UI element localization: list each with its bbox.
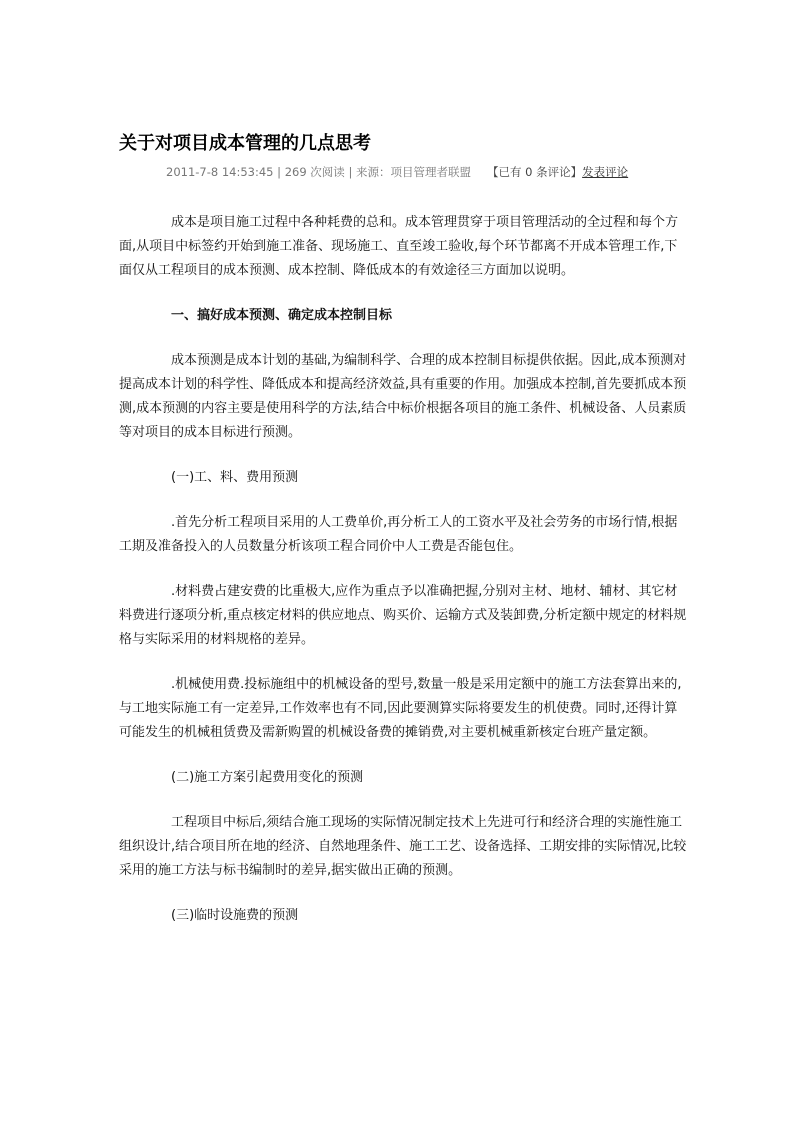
paragraph-intro: 成本是项目施工过程中各种耗费的总和。成本管理贯穿于项目管理活动的全过程和每个方面,从项目中标签约开始到施工准备、现场施工、直至竣工验收,每个环节都离不开成本管理工作,下面仅从工程项目的成本预测、成本控制、降低成本的有效途径三方面加以说明。 (119, 215, 679, 278)
subsection-heading-2: (二)施工方案引起费用变化的预测 (171, 770, 364, 785)
article-source: 来源：项目管理者联盟 (356, 165, 471, 179)
paragraph-construction-plan: 工程项目中标后,须结合施工现场的实际情况制定技术上先进可行和经济合理的实施性施工组织设计,结合项目所在地的经济、自然地理条件、施工工艺、设备选择、工期安排的实际情况,比较采用的施工方法与标书编制时的差异,据实做出正确的预测。 (119, 815, 687, 878)
paragraph-labor-cost: .首先分析工程项目采用的人工费单价,再分析工人的工资水平及社会劳务的市场行情,根据工期及准备投入的人员数量分析该项工程合同价中人工费是否能包住。 (119, 515, 678, 554)
subsection-heading-1: (一)工、料、费用预测 (171, 470, 299, 485)
subsection-heading-3: (三)临时设施费的预测 (171, 908, 299, 923)
comment-count: 【已有 0 条评论】 (487, 165, 583, 179)
paragraph-material-cost: .材料费占建安费的比重极大,应作为重点予以准确把握,分别对主材、地材、辅材、其它材料费进行逐项分析,重点核定材料的供应地点、购买价、运输方式及装卸费,分析定额中规定的材料规格与实际采用的材料规格的差异。 (119, 584, 687, 647)
paragraph-machinery-cost: .机械使用费.投标施组中的机械设备的型号,数量一般是采用定额中的施工方法套算出来的,与工地实际施工有一定差异,工作效率也有不同,因此要测算实际将要发生的机使费。同时,还得计算可能发生的机械租赁费及需新购置的机械设备费的摊销费,对主要机械重新核定台班产量定额。 (119, 677, 682, 740)
article-body (119, 211, 689, 949)
publish-datetime: 2011-7-8 14:53:45 | (166, 165, 282, 179)
section-heading-1: 一、搞好成本预测、确定成本控制目标 (171, 308, 393, 323)
view-count: 269 次阅读 | (284, 165, 353, 179)
article-meta (166, 163, 628, 181)
article-title: 关于对项目成本管理的几点思考 (119, 133, 371, 154)
post-comment-link[interactable]: 发表评论 (582, 165, 629, 179)
paragraph-cost-forecast: 成本预测是成本计划的基础,为编制科学、合理的成本控制目标提供依据。因此,成本预测对提高成本计划的科学性、降低成本和提高经济效益,具有重要的作用。加强成本控制,首先要抓成本预测,成本预测的内容主要是使用科学的方法,结合中标价根据各项目的施工条件、机械设备、人员素质等对项目的成本目标进行预测。 (119, 353, 687, 440)
